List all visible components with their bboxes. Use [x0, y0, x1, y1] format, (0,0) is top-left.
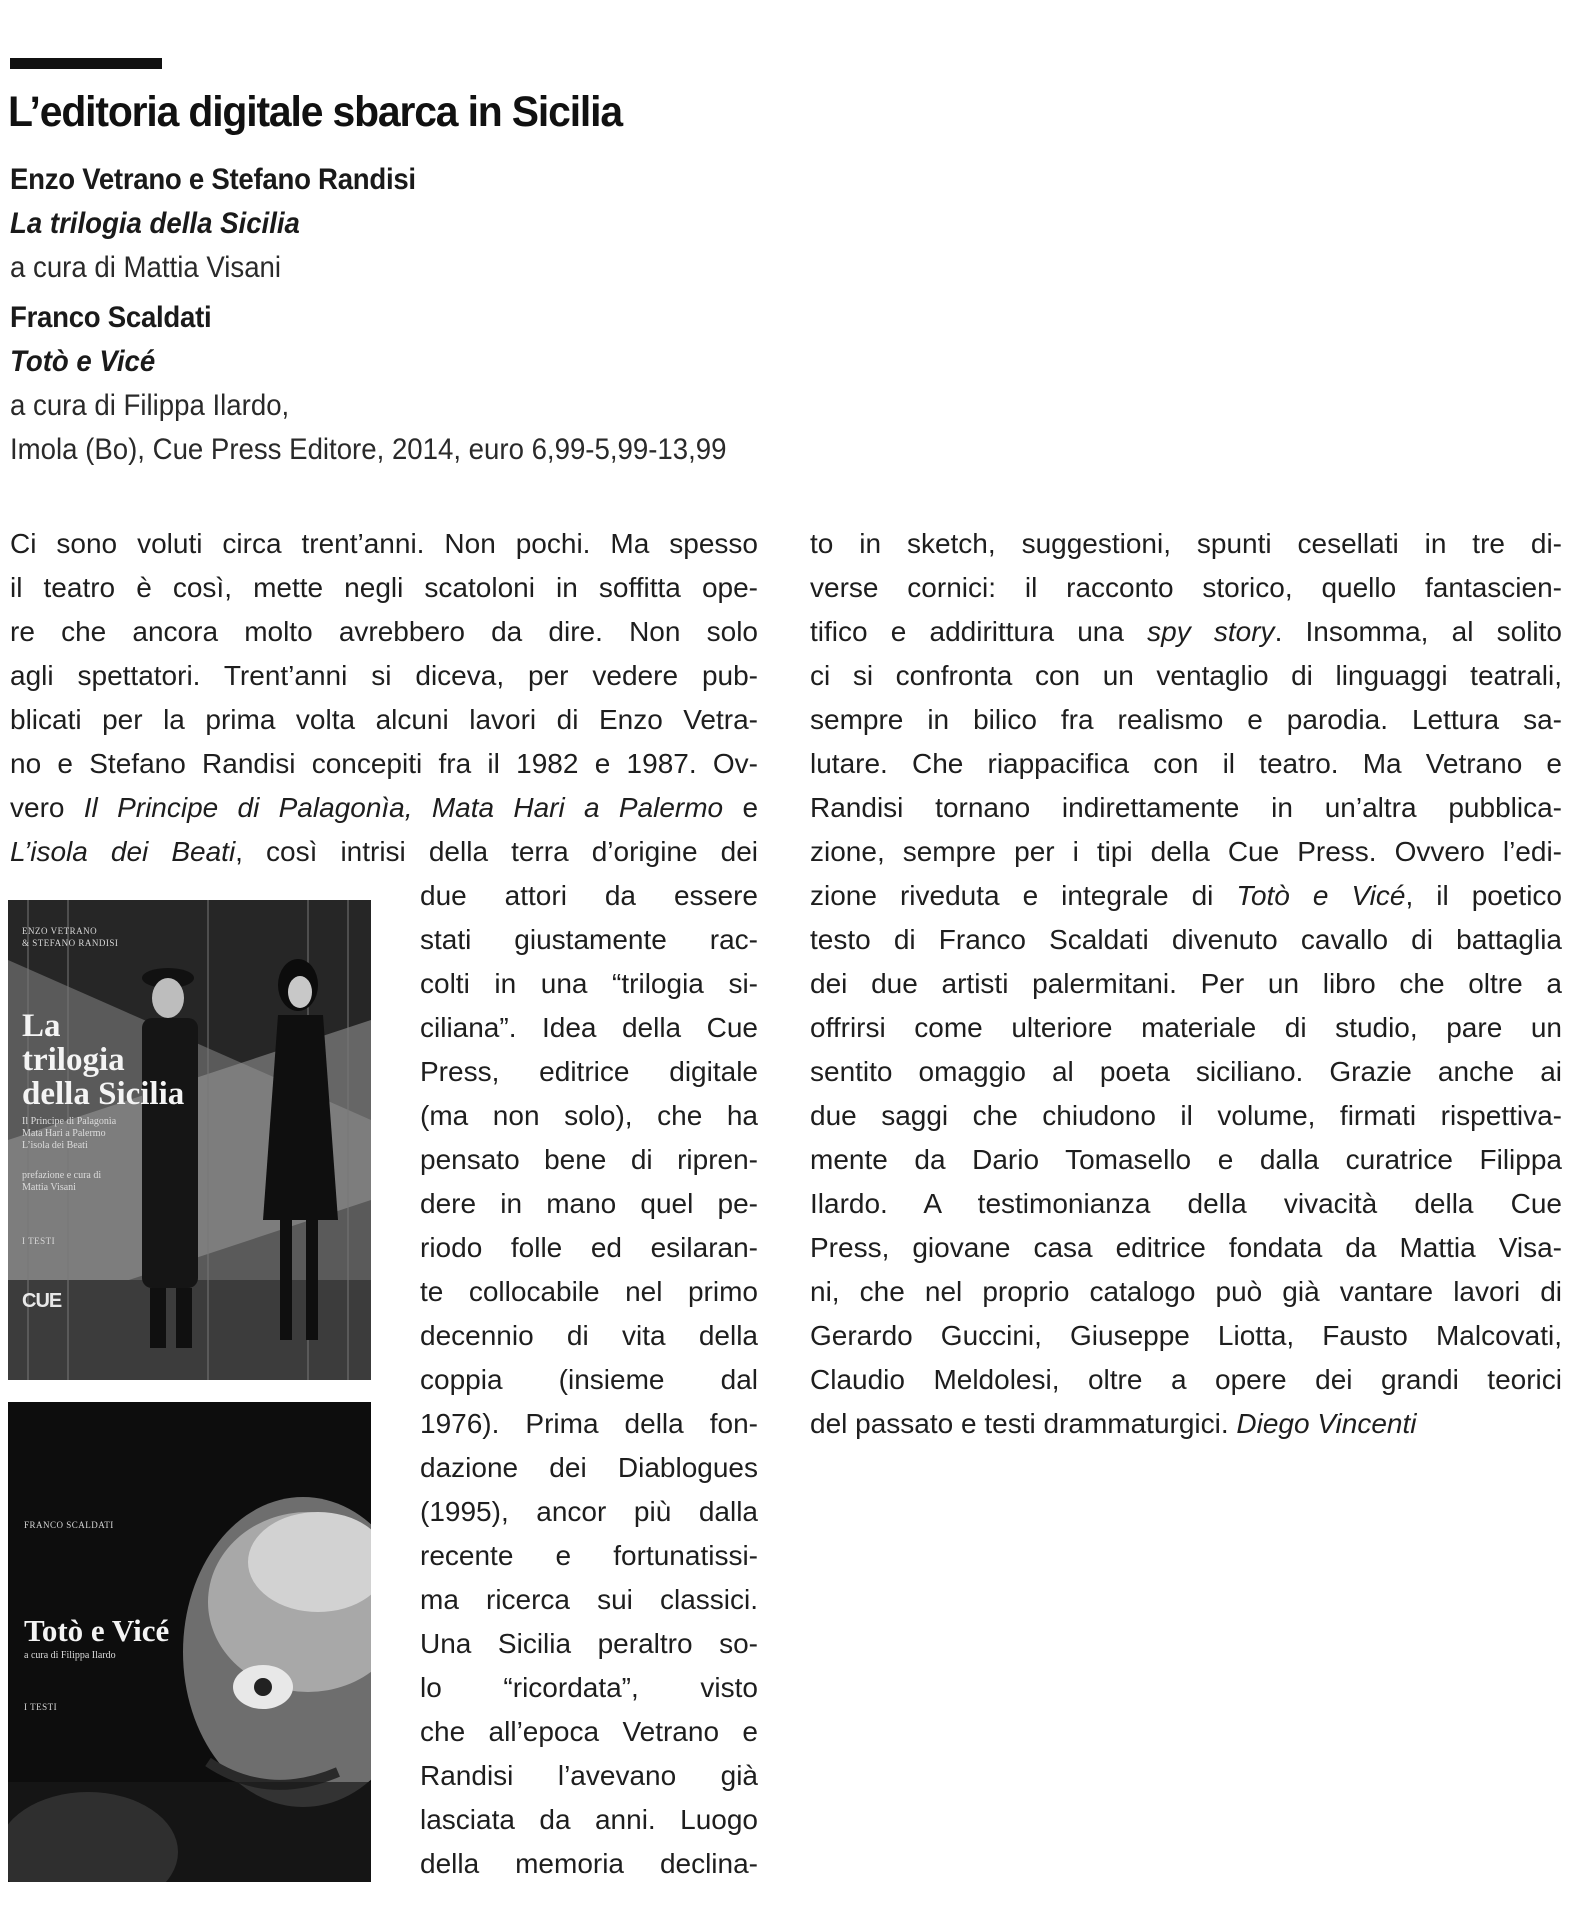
article-line: ci si confronta con un ventaglio di linguaggi teatrali, — [810, 660, 1562, 691]
book-cover-trilogia — [8, 900, 371, 1380]
article-line: Claudio Meldolesi, oltre a opere dei grandi teorici — [810, 1364, 1562, 1395]
article-line: Ilardo. A testimonianza della vivacità della Cue — [810, 1188, 1562, 1219]
article-line: 1976). Prima della fon- — [420, 1408, 758, 1439]
cover-title: Totò e Vicé — [24, 1613, 170, 1648]
article-line: ciliana”. Idea della Cue — [420, 1012, 758, 1043]
work-title: L’isola dei Beati — [10, 836, 236, 867]
article-line: Randisi l’avevano già — [420, 1760, 758, 1791]
headline: L’editoria digitale sbarca in Sicilia — [8, 88, 622, 136]
article-line: no e Stefano Randisi concepiti fra il 1982 e 1987. Ov- — [10, 748, 758, 779]
article-line: del passato e testi drammaturgici. Diego Vincenti — [810, 1408, 1417, 1439]
credit-author-1: Enzo Vetrano e Stefano Randisi — [10, 163, 416, 196]
genre-term: spy story — [1147, 616, 1275, 647]
book-cover-toto-e-vice — [8, 1402, 371, 1882]
article-line: il teatro è così, mette negli scatoloni in soffitta ope- — [10, 572, 758, 603]
publisher-logo: CUE — [22, 1290, 62, 1312]
article-line: mente da Dario Tomasello e dalla curatrice Filippa — [810, 1144, 1562, 1175]
credit-editor-2: a cura di Filippa Ilardo, — [10, 389, 290, 422]
article-line: sempre in bilico fra realismo e parodia. Lettura sa- — [810, 704, 1562, 735]
article-signature: Diego Vincenti — [1236, 1408, 1417, 1439]
article-line: colti in una “trilogia si- — [420, 968, 758, 999]
cover-curator: a cura di Filippa Ilardo — [24, 1650, 116, 1661]
article-line: Una Sicilia peraltro so- — [420, 1628, 758, 1659]
article-line: ni, che nel proprio catalogo può già vantare lavori di — [810, 1276, 1562, 1307]
work-title: Totò e Vicé — [1236, 880, 1406, 911]
cover-curator-1: prefazione e cura di — [22, 1170, 102, 1181]
article-line: to in sketch, suggestioni, spunti cesellati in tre di- — [810, 528, 1562, 559]
article-line: ma ricerca sui classici. — [420, 1584, 758, 1615]
article-line: zione riveduta e integrale di Totò e Vicé, il poetico — [810, 880, 1562, 911]
article-column-1-narrow — [420, 874, 758, 1886]
article-line: L’isola dei Beati, così intrisi della terra d’origine dei — [10, 836, 759, 867]
article-line: dei due artisti palermitani. Per un libro che oltre a — [810, 968, 1562, 999]
cover-works-2: Mata Hari a Palermo — [22, 1128, 106, 1139]
work-titles: Il Principe di Palagonìa, Mata Hari a Palermo — [83, 792, 724, 823]
article-line: verse cornici: il racconto storico, quello fantascien- — [810, 572, 1562, 603]
article-line: te collocabile nel primo — [420, 1276, 758, 1307]
article-column-2 — [810, 522, 1562, 1446]
cover-works-1: Il Principe di Palagonìa — [22, 1116, 117, 1127]
article-line: lo “ricordata”, visto — [420, 1672, 758, 1703]
cover-authors-line-1: ENZO VETRANO — [22, 926, 98, 936]
article-line: Randisi tornano indirettamente in un’altra pubblica- — [810, 792, 1562, 823]
article-column-1 — [10, 522, 758, 874]
cover-title-line-2: trilogia — [22, 1042, 125, 1078]
cover-title-line-3: della Sicilia — [22, 1076, 185, 1112]
article-line: dere in mano quel pe- — [420, 1188, 758, 1219]
article-line: zione, sempre per i tipi della Cue Press. Ovvero l’edi- — [810, 836, 1562, 867]
article-line: due saggi che chiudono il volume, firmati rispettiva- — [810, 1100, 1562, 1131]
article-line: pensato bene di ripren- — [420, 1144, 758, 1175]
article-line: due attori da essere — [420, 880, 758, 911]
article-line: recente e fortunatissi- — [420, 1540, 758, 1571]
article-line: (1995), ancor più dalla — [420, 1496, 758, 1527]
article-line: Ci sono voluti circa trent’anni. Non pochi. Ma spesso — [10, 528, 758, 559]
cover-author: FRANCO SCALDATI — [24, 1520, 114, 1530]
credit-title-1: La trilogia della Sicilia — [10, 207, 300, 240]
article-line: Press, editrice digitale — [420, 1056, 758, 1087]
article-line: blicati per la prima volta alcuni lavori di Enzo Vetra- — [10, 704, 758, 735]
article-line: della memoria declina- — [420, 1848, 758, 1879]
credit-author-2: Franco Scaldati — [10, 301, 212, 334]
cover-series: I TESTI — [22, 1236, 56, 1246]
article-line: vero Il Principe di Palagonìa, Mata Hari a Palermo e — [10, 792, 759, 823]
credit-editor-1: a cura di Mattia Visani — [10, 251, 282, 284]
article-line: testo di Franco Scaldati divenuto cavallo di battaglia — [810, 924, 1562, 955]
article-line: Gerardo Guccini, Giuseppe Liotta, Fausto Malcovati, — [810, 1320, 1562, 1351]
article-line: lutare. Che riappacifica con il teatro. Ma Vetrano e — [810, 748, 1562, 779]
article-line: lasciata da anni. Luogo — [420, 1804, 758, 1835]
book-credits — [10, 158, 770, 472]
article-line: che all’epoca Vetrano e — [420, 1716, 758, 1747]
cover-series: I TESTI — [24, 1702, 58, 1712]
cover-works-3: L’isola dei Beati — [22, 1140, 88, 1151]
article-line: riodo folle ed esilaran- — [420, 1232, 758, 1263]
article-line: re che ancora molto avrebbero da dire. Non solo — [10, 616, 758, 647]
article-line: (ma non solo), che ha — [420, 1100, 758, 1131]
article-line: tifico e addirittura una spy story. Insomma, al solito — [810, 616, 1562, 647]
cover-title-line-1: La — [22, 1008, 61, 1044]
article-line: stati giustamente rac- — [420, 924, 758, 955]
cover-curator-2: Mattia Visani — [22, 1182, 76, 1193]
article-line: Press, giovane casa editrice fondata da Mattia Visa- — [810, 1232, 1562, 1263]
article-line: decennio di vita della — [420, 1320, 758, 1351]
article-line: coppia (insieme dal — [420, 1364, 758, 1395]
credit-publication: Imola (Bo), Cue Press Editore, 2014, euro 6,99-5,99-13,99 — [10, 433, 727, 466]
article-line: agli spettatori. Trent’anni si diceva, per vedere pub- — [10, 660, 758, 691]
cover-authors-line-2: & STEFANO RANDISI — [22, 938, 119, 948]
article-line: offrirsi come ulteriore materiale di studio, pare un — [810, 1012, 1562, 1043]
article-line: sentito omaggio al poeta siciliano. Grazie anche ai — [810, 1056, 1562, 1087]
credit-title-2: Totò e Vicé — [10, 345, 156, 378]
article-line: dazione dei Diablogues — [420, 1452, 758, 1483]
section-rule — [10, 58, 162, 69]
